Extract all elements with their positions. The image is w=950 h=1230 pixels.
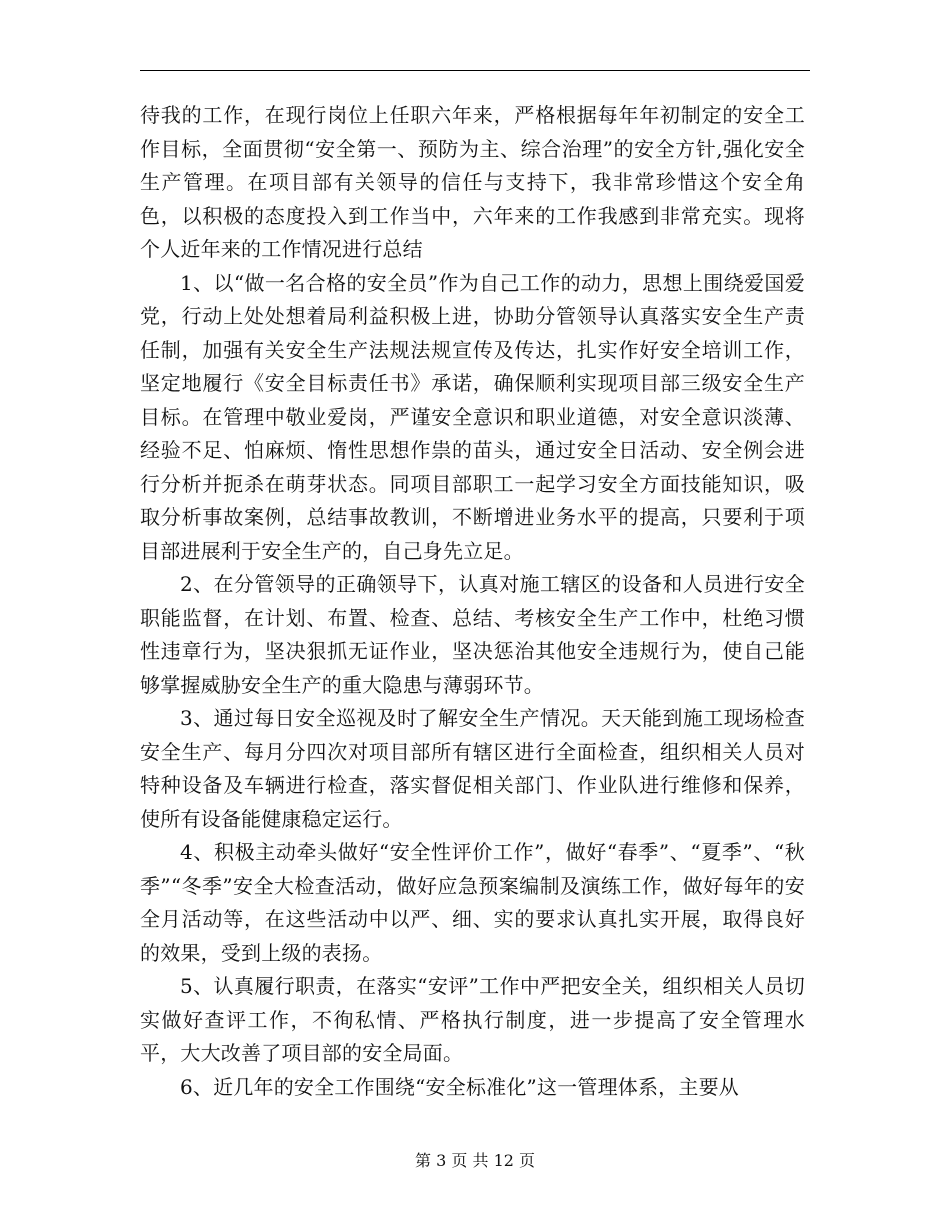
footer-current-page: 3: [436, 1151, 447, 1170]
paragraph-item-2: 2、在分管领导的正确领导下，认真对施工辖区的设备和人员进行安全职能监督，在计划、布置、检查、总结、考核安全生产工作中，杜绝习惯性违章行为，坚决狠抓无证作业，坚决惩治其他安全违规行为，使自己能够掌握威胁安全生产的重大隐患与薄弱环节。: [140, 572, 805, 697]
paragraph-item-5: 5、认真履行职责，在落实“安评”工作中严把安全关，组织相关人员切实做好查评工作，不徇私情、严格执行制度，进一步提高了安全管理水平，大大改善了项目部的安全局面。: [140, 974, 805, 1065]
paragraph-item-6: 6、近几年的安全工作围绕“安全标准化”这一管理体系，主要从: [180, 1074, 739, 1099]
page-footer: [0, 1150, 950, 1172]
paragraph-item-4: 4、积极主动牵头做好“安全性评价工作”，做好“春季”、“夏季”、“秋季”“冬季”安全大检查活动，做好应急预案编制及演练工作，做好每年的安全月活动等，在这些活动中以严、细、实的要求认真扎实开展，取得良好的效果，受到上级的表扬。: [140, 840, 805, 965]
footer-total-word: 共: [472, 1151, 489, 1170]
footer-page-word: 页: [451, 1151, 468, 1170]
paragraph-item-1: 1、以“做一名合格的安全员”作为自己工作的动力，思想上围绕爱国爱党，行动上处处想着局利益积极上进，协助分管领导认真落实安全生产责任制，加强有关安全生产法规法规宣传及传达，扎实作好安全培训工作，坚定地履行《安全目标责任书》承诺，确保顺利实现项目部三级安全生产目标。在管理中敬业爱岗，严谨安全意识和职业道德，对安全意识淡薄、经验不足、怕麻烦、惰性思想作祟的苗头，通过安全日活动、安全例会进行分析并扼杀在萌芽状态。同项目部职工一起学习安全方面技能知识，吸取分析事故案例，总结事故教训，不断增进业务水平的提高，只要利于项目部进展利于安全生产的，自己身先立足。: [140, 270, 805, 563]
paragraph-intro: 待我的工作，在现行岗位上任职六年来，严格根据每年年初制定的安全工作目标，全面贯彻“安全第一、预防为主、综合治理”的安全方针,强化安全生产管理。在项目部有关领导的信任与支持下，我非常珍惜这个安全角色，以积极的态度投入到工作当中，六年来的工作我感到非常充实。现将个人近年来的工作情况进行总结: [140, 103, 805, 261]
paragraph-item-3: 3、通过每日安全巡视及时了解安全生产情况。天天能到施工现场检查安全生产、每月分四次对项目部所有辖区进行全面检查，组织相关人员对特种设备及车辆进行检查，落实督促相关部门、作业队进行维修和保养，使所有设备能健康稳定运行。: [140, 706, 805, 831]
footer-suffix: 页: [519, 1151, 536, 1170]
footer-total-pages: 12: [493, 1151, 514, 1170]
document-body: [140, 99, 805, 1104]
header-divider: [140, 70, 810, 71]
footer-prefix: 第: [414, 1151, 431, 1170]
